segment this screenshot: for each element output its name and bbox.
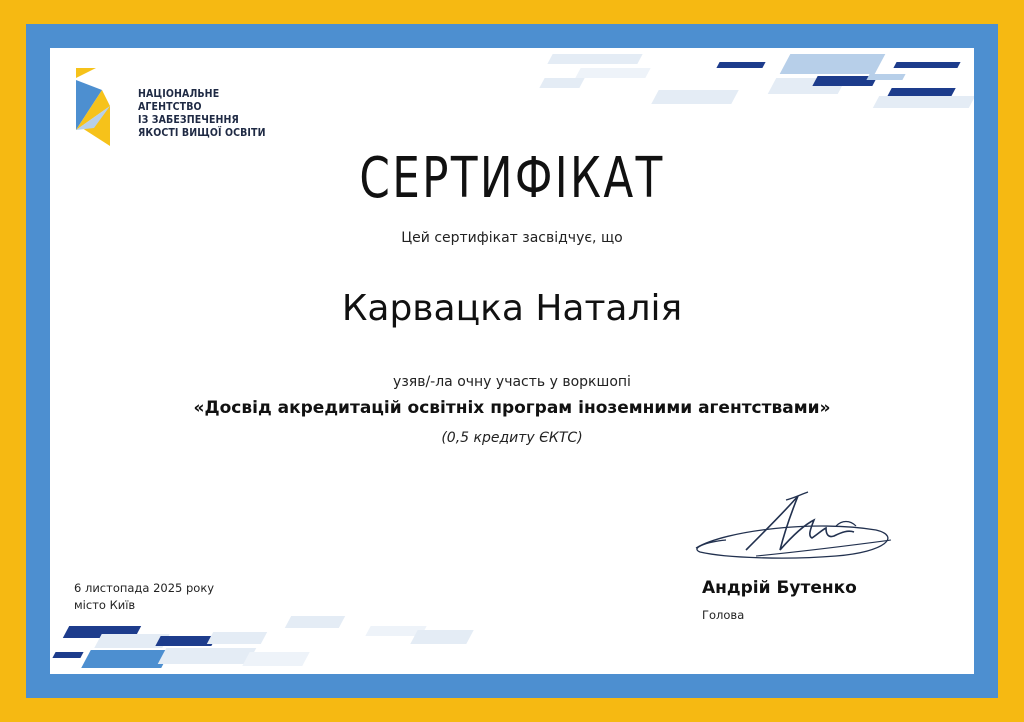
signer-name: Андрій Бутенко (702, 578, 857, 598)
certificate-intro: Цей сертифікат засвідчує, що (401, 230, 623, 246)
date-place-block (74, 580, 214, 614)
certificate-paper (50, 48, 974, 674)
organization-logo (74, 66, 266, 146)
issue-city: місто Київ (74, 598, 136, 612)
naqa-logo-icon (74, 66, 114, 146)
signer-role: Голова (702, 608, 745, 622)
handwritten-signature (686, 490, 900, 580)
organization-name-line: ЯКОСТІ ВИЩОЇ ОСВІТИ (138, 127, 266, 139)
organization-name (138, 88, 266, 140)
organization-name-line: АГЕНТСТВО (138, 101, 202, 113)
issue-date: 6 листопада 2025 року (74, 581, 215, 595)
event-title: «Досвід акредитацій освітніх програм іноземними агентствами» (193, 398, 831, 418)
organization-name-line: ІЗ ЗАБЕЗПЕЧЕННЯ (138, 114, 239, 126)
certificate-title: СЕРТИФІКАТ (359, 146, 665, 211)
recipient-name: Карвацка Наталія (341, 288, 683, 329)
credits-text: (0,5 кредиту ЄКТС) (441, 430, 583, 446)
organization-name-line: НАЦІОНАЛЬНЕ (138, 88, 220, 100)
participation-text: узяв/-ла очну участь у воркшопі (393, 374, 631, 390)
